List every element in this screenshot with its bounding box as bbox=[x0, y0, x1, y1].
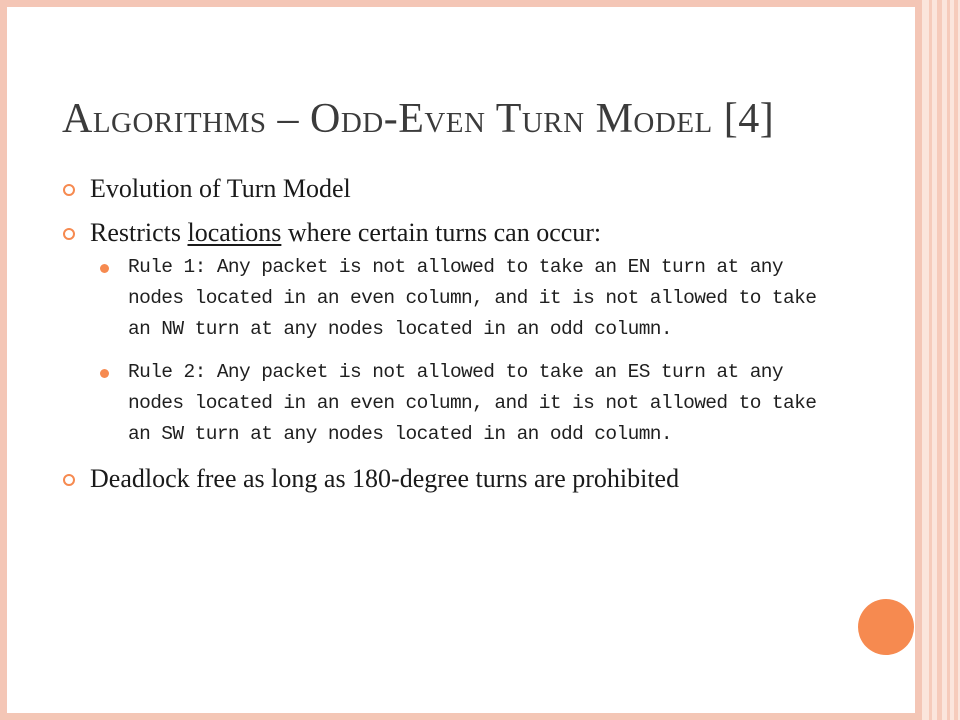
decorative-strip-line bbox=[937, 0, 942, 720]
bullet-text-before: Restricts bbox=[90, 218, 188, 247]
bullet-text-after: where certain turns can occur: bbox=[281, 218, 602, 247]
rule-text: Rule 2: Any packet is not allowed to take an ES turn at any nodes located in an even column, and it is not allowed to take an SW turn at any nodes located in an odd column. bbox=[128, 361, 817, 445]
bullet-underlined-word: locations bbox=[187, 218, 282, 247]
slide-content bbox=[62, 172, 852, 506]
frame-bottom-border bbox=[0, 713, 922, 720]
rule-2 bbox=[98, 357, 828, 450]
bullet-text: Deadlock free as long as 180-degree turns are prohibited bbox=[90, 464, 680, 493]
ring-bullet-icon bbox=[63, 184, 75, 196]
frame-right-border bbox=[915, 0, 922, 720]
slide-title: Algorithms – Odd-Even Turn Model [4] bbox=[62, 96, 775, 142]
bullet-evolution bbox=[62, 172, 852, 206]
rule-1 bbox=[98, 252, 828, 345]
decorative-strip-line bbox=[954, 0, 958, 720]
ring-bullet-icon bbox=[63, 474, 75, 486]
decorative-strip-line bbox=[929, 0, 932, 720]
accent-circle bbox=[858, 599, 914, 655]
bullet-text: Evolution of Turn Model bbox=[90, 174, 351, 203]
bullet-deadlock bbox=[62, 462, 852, 496]
dot-bullet-icon bbox=[100, 264, 109, 273]
rule-text: Rule 1: Any packet is not allowed to take an EN turn at any nodes located in an even column, and it is not allowed to take an NW turn at any nodes located in an odd column. bbox=[128, 256, 817, 340]
rules-list bbox=[90, 252, 852, 450]
frame-left-border bbox=[0, 0, 7, 720]
ring-bullet-icon bbox=[63, 228, 75, 240]
decorative-strip-line bbox=[947, 0, 950, 720]
dot-bullet-icon bbox=[100, 369, 109, 378]
bullet-restricts bbox=[62, 216, 852, 450]
frame-top-border bbox=[0, 0, 922, 7]
